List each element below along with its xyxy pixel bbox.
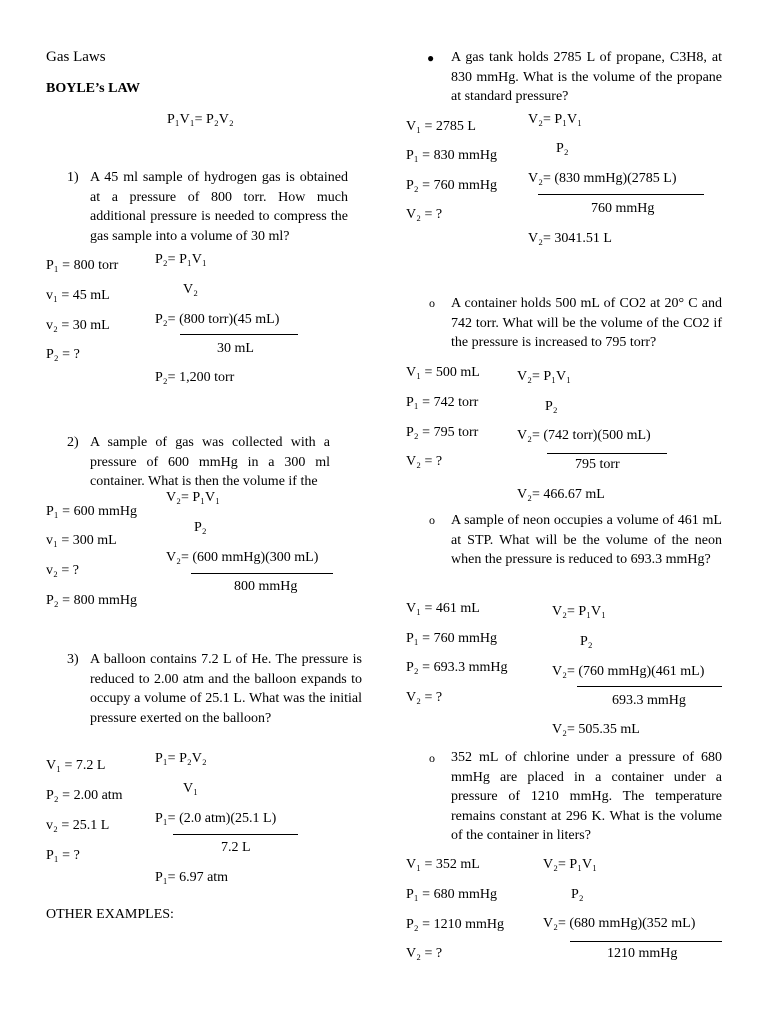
problem-2-given-4: P₂ = 800 mmHg (46, 593, 137, 608)
problem-2-denominator: P₂ (194, 520, 207, 535)
problem-6-equation: V₂= P₁V₁ (552, 604, 607, 619)
doc-title: Gas Laws (46, 49, 106, 65)
problem-1-substitution: P₂= (800 torr)(45 mL) (155, 312, 280, 327)
problem-1-sub-denominator: 30 mL (217, 341, 254, 356)
problem-7-given-3: P₂ = 1210 mmHg (406, 917, 504, 932)
problem-3-number: 3) (67, 652, 79, 667)
problem-5-sub-denominator: 795 torr (575, 457, 620, 472)
problem-1-given-2: v₁ = 45 mL (46, 288, 110, 303)
problem-1-equation: P₂= P₁V₁ (155, 252, 207, 267)
bullet-icon: o (429, 751, 435, 765)
fraction-bar (538, 194, 704, 195)
problem-1-denominator: V₂ (183, 282, 198, 297)
problem-3-sub-denominator: 7.2 L (221, 840, 251, 855)
problem-2-equation: V₂= P₁V₁ (166, 490, 221, 505)
problem-3-substitution: P₁= (2.0 atm)(25.1 L) (155, 811, 277, 826)
problem-5-substitution: V₂= (742 torr)(500 mL) (517, 428, 651, 443)
problem-1-text: A 45 ml sample of hydrogen gas is obtained at a pressure of 800 torr. How much additional pressure is needed to compress the gas sample into a volume of 30 ml? (90, 170, 348, 244)
problem-6-given-1: V₁ = 461 mL (406, 601, 480, 616)
problem-4-text: A gas tank holds 2785 L of propane, C3H8, at 830 mmHg. What is the volume of the propane at standard pressure? (451, 50, 722, 104)
problem-1-given-3: v₂ = 30 mL (46, 318, 110, 333)
problem-4-sub-denominator: 760 mmHg (591, 201, 655, 216)
problem-7-denominator: P₂ (571, 887, 584, 902)
fraction-bar (180, 334, 298, 335)
fraction-bar (570, 941, 722, 942)
problem-7-sub-denominator: 1210 mmHg (607, 946, 678, 961)
fraction-bar (191, 573, 333, 574)
problem-4-equation: V₂= P₁V₁ (528, 112, 583, 127)
problem-6-substitution: V₂= (760 mmHg)(461 mL) (552, 664, 705, 679)
problem-1-answer: P₂= 1,200 torr (155, 370, 235, 385)
problem-4-answer: V₂= 3041.51 L (528, 231, 612, 246)
problem-6-sub-denominator: 693.3 mmHg (612, 693, 686, 708)
section-heading: BOYLE’s LAW (46, 81, 141, 96)
problem-2-given-1: P₁ = 600 mmHg (46, 504, 137, 519)
problem-6-given-2: P₁ = 760 mmHg (406, 631, 497, 646)
problem-7-given-4: V₂ = ? (406, 946, 443, 961)
problem-6-text: A sample of neon occupies a volume of 461 mL at STP. What will be the volume of the neon when the pressure is reduced to 693.3 mmHg? (451, 513, 722, 567)
problem-7-given-1: V₁ = 352 mL (406, 857, 480, 872)
bullet-icon: o (429, 513, 435, 527)
problem-5-denominator: P₂ (545, 399, 558, 414)
problem-3-given-3: v₂ = 25.1 L (46, 818, 110, 833)
problem-2-substitution: V₂= (600 mmHg)(300 mL) (166, 550, 319, 565)
problem-7-equation: V₂= P₁V₁ (543, 857, 598, 872)
problem-3-given-2: P₂ = 2.00 atm (46, 788, 123, 803)
problem-1-number: 1) (67, 170, 79, 185)
problem-2-given-3: v₂ = ? (46, 563, 79, 578)
problem-3-equation: P₁= P₂V₂ (155, 751, 207, 766)
problem-2-sub-denominator: 800 mmHg (234, 579, 298, 594)
problem-5-given-1: V₁ = 500 mL (406, 365, 480, 380)
problem-3-answer: P₁= 6.97 atm (155, 870, 229, 885)
problem-3-text: A balloon contains 7.2 L of He. The pressure is reduced to 2.00 atm and the balloon expands to occupy a volume of 25.1 L. What was the initial pressure exerted on the balloon? (90, 652, 362, 726)
problem-6-given-3: P₂ = 693.3 mmHg (406, 660, 508, 675)
bullet-icon: o (429, 296, 435, 310)
problem-5-given-4: V₂ = ? (406, 454, 443, 469)
problem-7-substitution: V₂= (680 mmHg)(352 mL) (543, 916, 696, 931)
problem-5-equation: V₂= P₁V₁ (517, 369, 572, 384)
problem-7-text: 352 mL of chlorine under a pressure of 680 mmHg are placed in a container under a pressure of 1210 mmHg. The temperature remains constant at 296 K. What is the volume of the container in liters? (451, 750, 722, 843)
problem-5-given-3: P₂ = 795 torr (406, 425, 479, 440)
problem-3-denominator: V₁ (183, 781, 198, 796)
problem-2-text: A sample of gas was collected with a pressure of 600 mmHg in a 300 ml container. What is then the volume if the (90, 435, 330, 489)
problem-6-given-4: V₂ = ? (406, 690, 443, 705)
problem-6-denominator: P₂ (580, 634, 593, 649)
boyles-formula: P₁V₁= P₂V₂ (167, 112, 234, 127)
other-examples-heading: OTHER EXAMPLES: (46, 907, 174, 922)
problem-5-text: A container holds 500 mL of CO2 at 20° C and 742 torr. What will be the volume of the CO2 if the pressure is increased to 795 torr? (451, 296, 722, 350)
problem-2-given-2: v₁ = 300 mL (46, 533, 117, 548)
problem-4-denominator: P₂ (556, 141, 569, 156)
fraction-bar (173, 834, 298, 835)
fraction-bar (577, 686, 722, 687)
problem-4-given-2: P₁ = 830 mmHg (406, 148, 497, 163)
problem-3-given-1: V₁ = 7.2 L (46, 758, 106, 773)
problem-6-answer: V₂= 505.35 mL (552, 722, 640, 737)
problem-2-number: 2) (67, 435, 79, 450)
problem-5-answer: V₂= 466.67 mL (517, 487, 605, 502)
problem-7-given-2: P₁ = 680 mmHg (406, 887, 497, 902)
problem-4-given-1: V₁ = 2785 L (406, 119, 476, 134)
problem-4-given-4: V₂ = ? (406, 207, 443, 222)
bullet-icon: ● (427, 51, 435, 65)
problem-4-given-3: P₂ = 760 mmHg (406, 178, 497, 193)
problem-5-given-2: P₁ = 742 torr (406, 395, 479, 410)
problem-1-given-4: P₂ = ? (46, 347, 80, 362)
problem-3-given-4: P₁ = ? (46, 848, 80, 863)
problem-1-given-1: P₁ = 800 torr (46, 258, 119, 273)
problem-4-substitution: V₂= (830 mmHg)(2785 L) (528, 171, 677, 186)
fraction-bar (547, 453, 667, 454)
